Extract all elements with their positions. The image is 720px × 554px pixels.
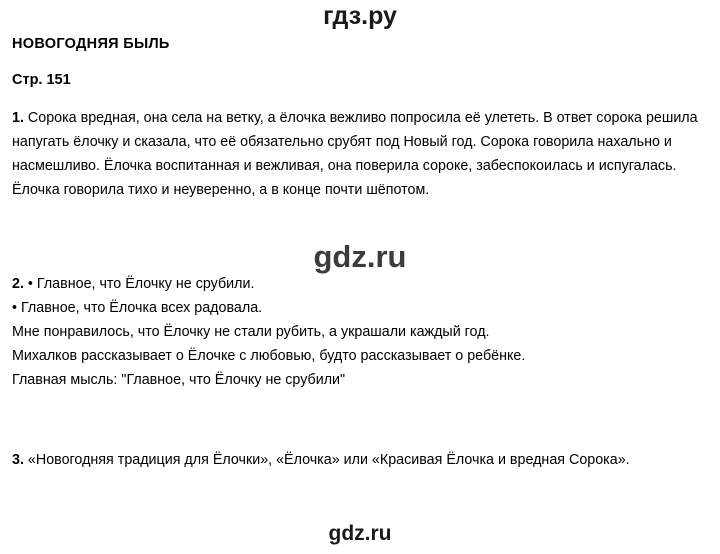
site-logo-bottom xyxy=(0,522,720,546)
watermark-text: gdz.ru xyxy=(313,239,407,274)
answer-2-number: 2. xyxy=(12,276,24,292)
site-logo-bottom-text: gdz.ru xyxy=(328,522,392,545)
page-title: НОВОГОДНЯЯ БЫЛЬ xyxy=(12,36,170,52)
answer-block-3 xyxy=(12,448,708,472)
answer-3-number: 3. xyxy=(12,452,24,468)
answer-1-text: Сорока вредная, она села на ветку, а ёлочка вежливо попросила её улететь. В ответ сорока решила напугать ёлочку и сказала, что её обязательно срубят под Новый год. Сорока говорила нахально и насмешливо. Ёлочка воспитанная и вежливая, она поверила сороке, забеспокоилась и испугалась. Ёлочка говорила тихо и неуверенно, а в конце почти шёпотом. xyxy=(12,110,698,198)
answer-2-line-2: • Главное, что Ёлочка всех радовала. xyxy=(12,300,263,316)
answer-block-2 xyxy=(12,272,708,392)
page-reference: Стр. 151 xyxy=(12,72,71,88)
watermark xyxy=(0,239,720,275)
site-logo-top-text: гдз.ру xyxy=(323,2,397,30)
answer-2-line-4: Михалков рассказывает о Ёлочке с любовью, будто рассказывает о ребёнке. xyxy=(12,348,526,364)
site-logo-top xyxy=(0,2,720,31)
answer-block-1 xyxy=(12,106,708,202)
answer-3-paragraph xyxy=(12,448,708,472)
answer-1-number: 1. xyxy=(12,110,24,126)
answer-2-line-3: Мне понравилось, что Ёлочку не стали рубить, а украшали каждый год. xyxy=(12,324,490,340)
answer-2-line-1 xyxy=(12,272,708,296)
answer-2-line-5: Главная мысль: "Главное, что Ёлочку не срубили" xyxy=(12,372,346,388)
answer-2-text-1: • Главное, что Ёлочку не срубили. xyxy=(27,276,255,292)
answer-3-text: «Новогодняя традиция для Ёлочки», «Ёлочка» или «Красивая Ёлочка и вредная Сорока». xyxy=(27,452,630,468)
spacer-after-answer-2 xyxy=(12,406,708,448)
answer-1-paragraph xyxy=(12,106,708,202)
